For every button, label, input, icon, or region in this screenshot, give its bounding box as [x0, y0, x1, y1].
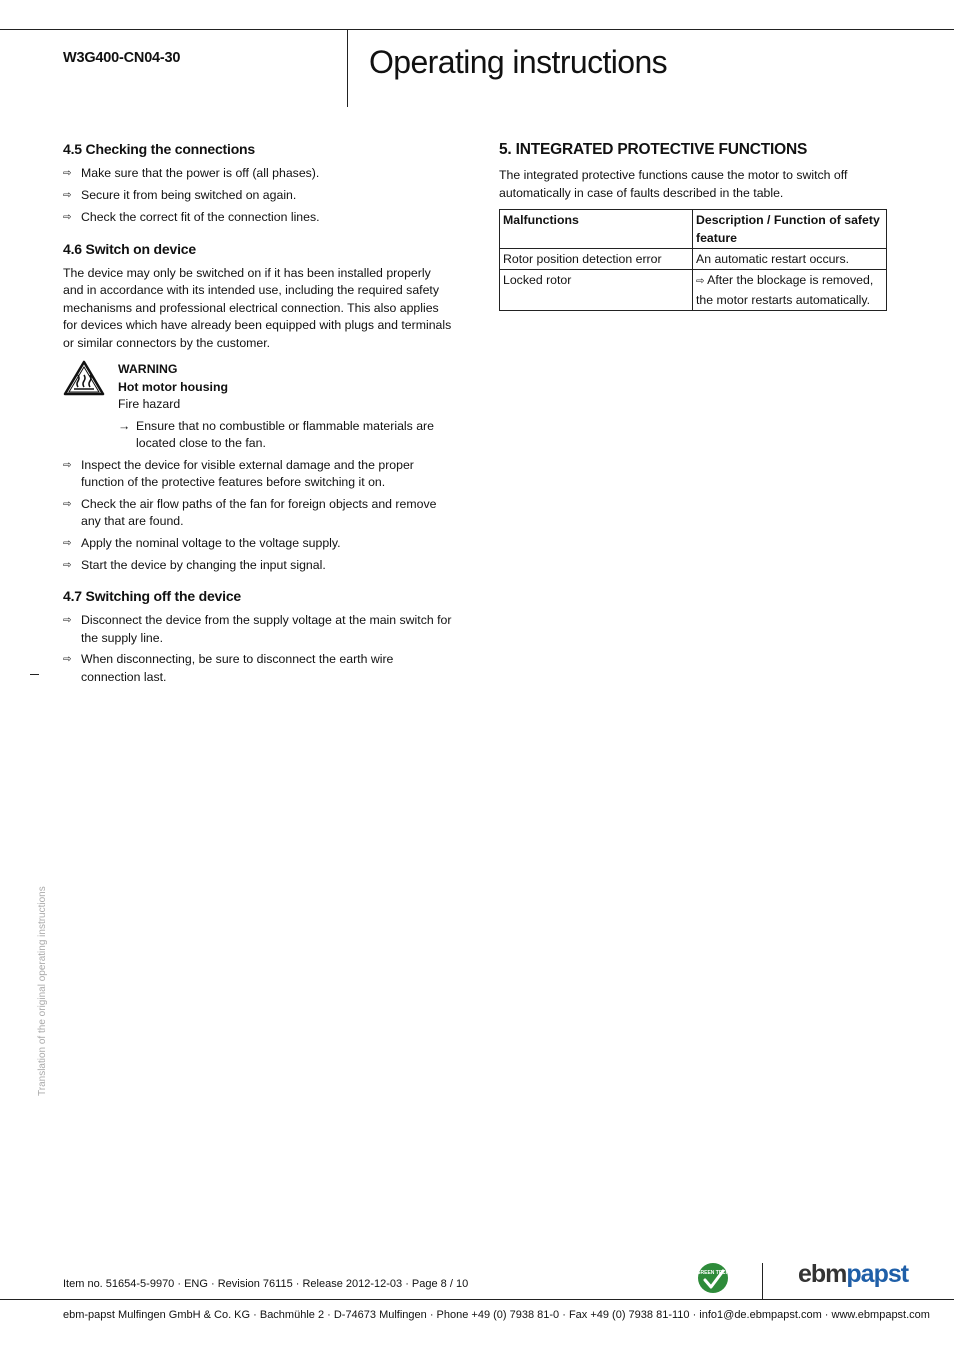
malfunction-cell: Rotor position detection error: [500, 249, 693, 270]
item-number-line: Item no. 51654-5-9970 · ENG · Revision 76115 · Release 2012-12-03 · Page 8 / 10: [63, 1278, 469, 1290]
list-item: ⇨ Make sure that the power is off (all phases).: [63, 165, 453, 183]
side-note: Translation of the original operating instructions: [37, 886, 48, 1096]
arrow-bullet-icon: ⇨: [63, 654, 72, 665]
table-header-row: [500, 210, 887, 249]
arrow-bullet-icon: ⇨: [63, 498, 72, 510]
section-4-6-heading: 4.6 Switch on device: [63, 240, 196, 257]
list-item: ⇨ Inspect the device for visible external damage and the proper function of the protective features before switching it on.: [63, 457, 414, 489]
section-4-7-heading: 4.7 Switching off the device: [63, 588, 241, 604]
logo-separator: [762, 1263, 763, 1300]
section-4-7-list: [63, 612, 453, 686]
header-divider: [347, 30, 348, 107]
page-title: Operating instructions: [369, 44, 668, 80]
section-5-paragraph: The integrated protective functions cause the motor to switch off automatically in case of faults described in the table.: [499, 168, 848, 200]
right-arrow-icon: →: [118, 418, 131, 433]
description-cell: ⇨ After the blockage is removed, the motor restarts automatically.: [693, 270, 887, 311]
list-item: ⇨ Start the device by changing the input signal.: [63, 557, 453, 575]
arrow-bullet-icon: ⇨: [63, 168, 72, 179]
malfunction-cell: Locked rotor: [500, 270, 693, 311]
section-5-heading: 5. INTEGRATED PROTECTIVE FUNCTIONS: [499, 141, 808, 158]
arrow-bullet-icon: ⇨: [63, 559, 72, 571]
brand-logo: [798, 1260, 908, 1289]
warning-label: WARNING: [118, 362, 178, 376]
section-4-5-heading: 4.5 Checking the connections: [63, 141, 255, 157]
column-header-malfunctions: Malfunctions: [500, 210, 693, 249]
warning-title: Hot motor housing: [118, 380, 228, 394]
footer-rule: [0, 1299, 954, 1300]
warning-block: [63, 360, 453, 453]
product-code: W3G400-CN04-30: [63, 50, 181, 66]
arrow-bullet-icon: ⇨: [63, 537, 72, 549]
list-item: ⇨ Secure it from being switched on again.: [63, 187, 453, 205]
section-4-5-list: [63, 165, 453, 227]
arrow-bullet-icon: ⇨: [63, 190, 72, 201]
hot-surface-warning-icon: [63, 360, 105, 396]
left-column: [63, 141, 453, 686]
margin-mark: [30, 674, 39, 675]
company-address: ebm-papst Mulfingen GmbH & Co. KG · Bachmühle 2 · D-74673 Mulfingen · Phone +49 (0) 7938 81-0 · Fax +49 (0) 7938 81-110 · info1@de.ebmpapst.com · www.ebmpapst.com: [63, 1309, 930, 1321]
brand-logo-part-1: ebm: [798, 1260, 847, 1288]
list-item: ⇨ Check the air flow paths of the fan for foreign objects and remove any that are found.: [63, 496, 437, 528]
protective-functions-table: [499, 209, 887, 311]
arrow-bullet-icon: ⇨: [696, 276, 705, 287]
warning-subtitle: Fire hazard: [118, 397, 181, 411]
greentech-logo-icon: [697, 1262, 729, 1294]
arrow-bullet-icon: ⇨: [63, 459, 72, 471]
list-item: ⇨ Check the correct fit of the connection lines.: [63, 209, 453, 227]
warning-action: → Ensure that no combustible or flammable materials are located close to the fan.: [118, 418, 434, 450]
section-4-6-list: [63, 457, 453, 575]
table-row: [500, 249, 887, 270]
arrow-bullet-icon: ⇨: [63, 212, 72, 223]
list-item: ⇨ Apply the nominal voltage to the voltage supply.: [63, 535, 453, 553]
description-cell: An automatic restart occurs.: [693, 249, 887, 270]
table-row: [500, 270, 887, 311]
arrow-bullet-icon: ⇨: [63, 615, 72, 626]
right-column: [499, 141, 889, 311]
column-header-description: Description / Function of safety feature: [693, 210, 887, 249]
header-top-rule: [0, 29, 954, 30]
list-item: ⇨ When disconnecting, be sure to disconnect the earth wire connection last.: [63, 652, 394, 684]
section-4-6-paragraph: The device may only be switched on if it has been installed properly and in accordance with its intended use, including the required safety mechanisms and professional electrical connection. This also applies for devices which have already been equipped with plugs and terminals or similar connectors by the customer.: [63, 265, 452, 350]
greentech-logo-text: GREEN TECH: [697, 1270, 729, 1276]
list-item: ⇨ Disconnect the device from the supply voltage at the main switch for the supply line.: [63, 613, 452, 645]
brand-logo-part-2: papst: [846, 1260, 909, 1288]
